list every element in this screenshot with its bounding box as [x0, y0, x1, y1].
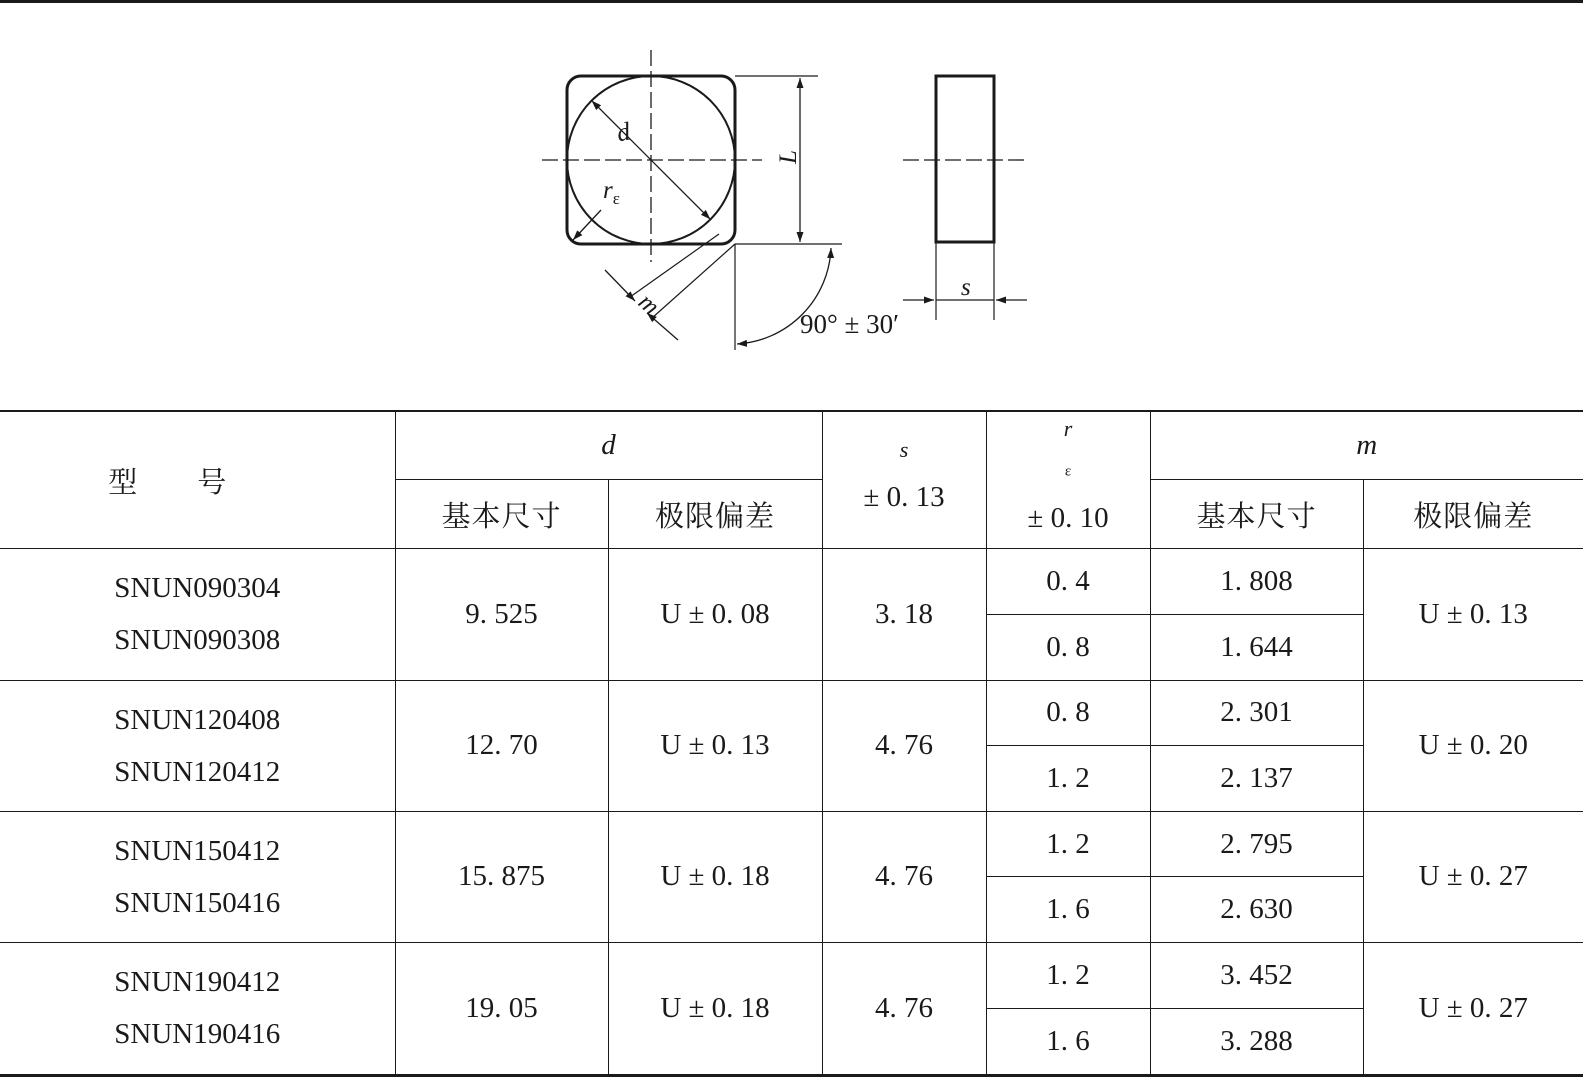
r-cell: 0. 4	[986, 549, 1150, 615]
r-cell: 1. 2	[986, 942, 1150, 1008]
header-s: s ± 0. 13	[822, 411, 986, 549]
header-m-dev: 极限偏差	[1363, 480, 1583, 549]
m-tick-upper	[605, 270, 635, 301]
header-d: d	[395, 411, 822, 480]
insert-drawing	[0, 0, 1583, 400]
r-cell: 0. 8	[986, 680, 1150, 746]
d-dev-cell: U ± 0. 08	[608, 549, 822, 680]
model-cell	[0, 811, 395, 942]
r-cell: 1. 2	[986, 746, 1150, 812]
s-cell: 4. 76	[822, 811, 986, 942]
s-cell: 4. 76	[822, 680, 986, 811]
d-dev-cell: U ± 0. 13	[608, 680, 822, 811]
model-code: SNUN120408	[114, 703, 281, 736]
label-r: $r_\varepsilon$	[603, 177, 620, 208]
model-code: SNUN120412	[114, 755, 281, 788]
table-row	[0, 811, 1583, 877]
m-basic-cell: 2. 630	[1150, 877, 1363, 943]
d-basic-cell: 15. 875	[395, 811, 608, 942]
model-cell	[0, 942, 395, 1073]
d-dev-cell: U ± 0. 18	[608, 942, 822, 1073]
bottom-rule	[0, 1074, 1583, 1077]
model-code: SNUN150412	[114, 834, 281, 867]
s-cell: 3. 18	[822, 549, 986, 680]
r-cell: 1. 6	[986, 1008, 1150, 1074]
m-dev-cell: U ± 0. 27	[1363, 942, 1583, 1073]
m-dev-cell: U ± 0. 13	[1363, 549, 1583, 680]
table-row	[0, 942, 1583, 1008]
model-code: SNUN150416	[114, 886, 281, 919]
m-basic-cell: 3. 452	[1150, 942, 1363, 1008]
label-angle: 90° ± 30′	[800, 309, 900, 339]
table-row	[0, 680, 1583, 746]
header-d-basic: 基本尺寸	[395, 480, 608, 549]
model-code: SNUN190412	[114, 966, 281, 999]
m-tick-lower	[647, 313, 678, 340]
label-d: d	[614, 116, 633, 148]
table-row	[0, 549, 1583, 615]
model-code: SNUN090308	[114, 624, 281, 657]
header-r: r $_\varepsilon$ ± 0. 10	[986, 411, 1150, 549]
side-view-outline	[936, 76, 994, 242]
m-basic-cell: 2. 301	[1150, 680, 1363, 746]
header-m: m	[1150, 411, 1583, 480]
m-basic-cell: 1. 644	[1150, 614, 1363, 680]
model-cell	[0, 549, 395, 680]
s-cell: 4. 76	[822, 942, 986, 1073]
m-basic-cell: 3. 288	[1150, 1008, 1363, 1074]
header-model: 型号	[0, 411, 395, 549]
d-basic-cell: 19. 05	[395, 942, 608, 1073]
model-cell	[0, 680, 395, 811]
d-basic-cell: 9. 525	[395, 549, 608, 680]
m-basic-cell: 1. 808	[1150, 549, 1363, 615]
d-dev-cell: U ± 0. 18	[608, 811, 822, 942]
m-basic-cell: 2. 137	[1150, 746, 1363, 812]
r-cell: 1. 2	[986, 811, 1150, 877]
header-d-dev: 极限偏差	[608, 480, 822, 549]
label-s: s	[961, 274, 971, 301]
model-code: SNUN090304	[114, 572, 281, 605]
m-basic-cell: 2. 795	[1150, 811, 1363, 877]
m-dev-cell: U ± 0. 27	[1363, 811, 1583, 942]
m-dev-cell: U ± 0. 20	[1363, 680, 1583, 811]
insert-spec-table	[0, 410, 1583, 1074]
r-cell: 1. 6	[986, 877, 1150, 943]
m-extension-2	[652, 244, 735, 318]
header-m-basic: 基本尺寸	[1150, 480, 1363, 549]
label-L: L	[775, 150, 802, 164]
r-cell: 0. 8	[986, 614, 1150, 680]
d-basic-cell: 12. 70	[395, 680, 608, 811]
model-code: SNUN190416	[114, 1018, 281, 1051]
label-m: m	[632, 288, 665, 321]
